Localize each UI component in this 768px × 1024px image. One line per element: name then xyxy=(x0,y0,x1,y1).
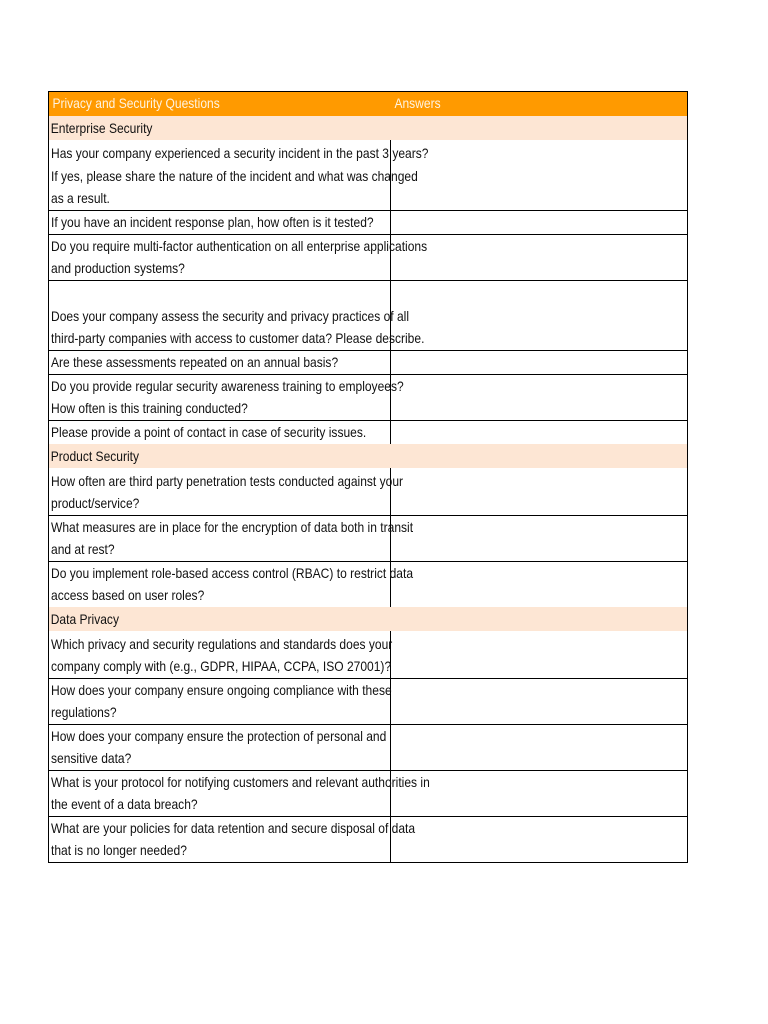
question-text: sensitive data? xyxy=(51,750,132,767)
question-text: that is no longer needed? xyxy=(51,842,187,859)
question-text: access based on user roles? xyxy=(51,587,205,604)
answer-cell[interactable] xyxy=(391,375,687,420)
question-text: Are these assessments repeated on an annual basis? xyxy=(51,354,339,371)
answer-cell[interactable] xyxy=(391,468,687,515)
question-text: and production systems? xyxy=(51,260,185,277)
answer-cell[interactable] xyxy=(391,351,687,374)
question-text: What are your policies for data retention and secure disposal of data xyxy=(51,819,416,836)
question-text: What measures are in place for the encryption of data both in transit xyxy=(51,518,414,535)
question-text: Has your company experienced a security incident in the past 3 years? xyxy=(51,145,429,162)
section-title: Product Security xyxy=(50,448,140,464)
table-row xyxy=(48,350,688,374)
answer-cell[interactable] xyxy=(391,281,687,350)
table-row xyxy=(48,678,688,724)
table-row xyxy=(48,210,688,234)
header-questions: Privacy and Security Questions xyxy=(52,95,220,111)
answer-cell[interactable] xyxy=(391,562,687,607)
section-title: Enterprise Security xyxy=(50,120,153,136)
question-text: Do you require multi-factor authentication on all enterprise applications xyxy=(51,237,428,254)
question-cell xyxy=(49,771,430,816)
question-cell xyxy=(49,679,391,724)
answer-cell[interactable] xyxy=(391,817,687,862)
answer-cell[interactable] xyxy=(391,421,687,444)
table-row xyxy=(48,816,688,862)
question-text: as a result. xyxy=(51,190,110,207)
table-row xyxy=(48,374,688,420)
question-text: Please provide a point of contact in case of security issues. xyxy=(51,424,367,441)
question-text: product/service? xyxy=(51,495,140,512)
answer-cell[interactable] xyxy=(391,771,687,816)
question-text: What is your protocol for notifying customers and relevant authorities in xyxy=(51,773,430,790)
table-row xyxy=(48,280,688,350)
question-cell xyxy=(49,468,404,515)
question-cell xyxy=(49,375,404,420)
question-cell xyxy=(49,235,428,280)
table-row xyxy=(48,234,688,280)
question-text: If yes, please share the nature of the incident and what was changed xyxy=(51,167,418,184)
question-cell xyxy=(49,351,391,374)
question-text: and at rest? xyxy=(51,541,115,558)
question-cell xyxy=(49,281,425,350)
answer-cell[interactable] xyxy=(391,679,687,724)
question-text: Does your company assess the security and privacy practices of all xyxy=(51,307,410,324)
section-row xyxy=(48,116,688,140)
table-row xyxy=(48,631,688,678)
table-row xyxy=(48,140,688,210)
answer-cell[interactable] xyxy=(391,631,687,678)
header-answers: Answers xyxy=(394,95,441,111)
question-text: third-party companies with access to customer data? Please describe. xyxy=(51,330,425,347)
answer-cell[interactable] xyxy=(391,235,687,280)
question-text: How often is this training conducted? xyxy=(51,400,248,417)
question-cell xyxy=(49,725,391,770)
question-text: If you have an incident response plan, how often is it tested? xyxy=(51,214,374,231)
question-text: Which privacy and security regulations and standards does your xyxy=(51,635,393,652)
answer-cell[interactable] xyxy=(391,211,687,234)
table-row xyxy=(48,420,688,444)
question-cell xyxy=(49,817,416,862)
table-row xyxy=(48,561,688,607)
answer-cell[interactable] xyxy=(391,725,687,770)
questionnaire-table xyxy=(48,91,688,863)
question-text: company comply with (e.g., GDPR, HIPAA, CCPA, ISO 27001)? xyxy=(51,658,392,675)
question-cell xyxy=(49,421,391,444)
table-row xyxy=(48,468,688,515)
question-cell xyxy=(49,631,391,678)
question-text: How does your company ensure ongoing compliance with these xyxy=(51,681,392,698)
question-text: regulations? xyxy=(51,704,117,721)
question-text: Do you provide regular security awareness training to employees? xyxy=(51,377,404,394)
question-cell xyxy=(49,140,429,210)
question-text: Do you implement role-based access control (RBAC) to restrict data xyxy=(51,564,414,581)
table-row xyxy=(48,724,688,770)
question-text: How often are third party penetration tests conducted against your xyxy=(51,472,404,489)
question-cell xyxy=(49,516,414,561)
question-cell xyxy=(49,211,391,234)
table-body xyxy=(48,116,688,862)
answer-cell[interactable] xyxy=(391,516,687,561)
table-row xyxy=(48,515,688,561)
section-row xyxy=(48,607,688,631)
section-title: Data Privacy xyxy=(50,611,119,627)
answer-cell[interactable] xyxy=(391,140,687,210)
table-header-row xyxy=(48,91,688,116)
question-text: How does your company ensure the protection of personal and xyxy=(51,727,387,744)
section-row xyxy=(48,444,688,468)
question-cell xyxy=(49,562,414,607)
table-row xyxy=(48,770,688,816)
question-text: the event of a data breach? xyxy=(51,796,198,813)
